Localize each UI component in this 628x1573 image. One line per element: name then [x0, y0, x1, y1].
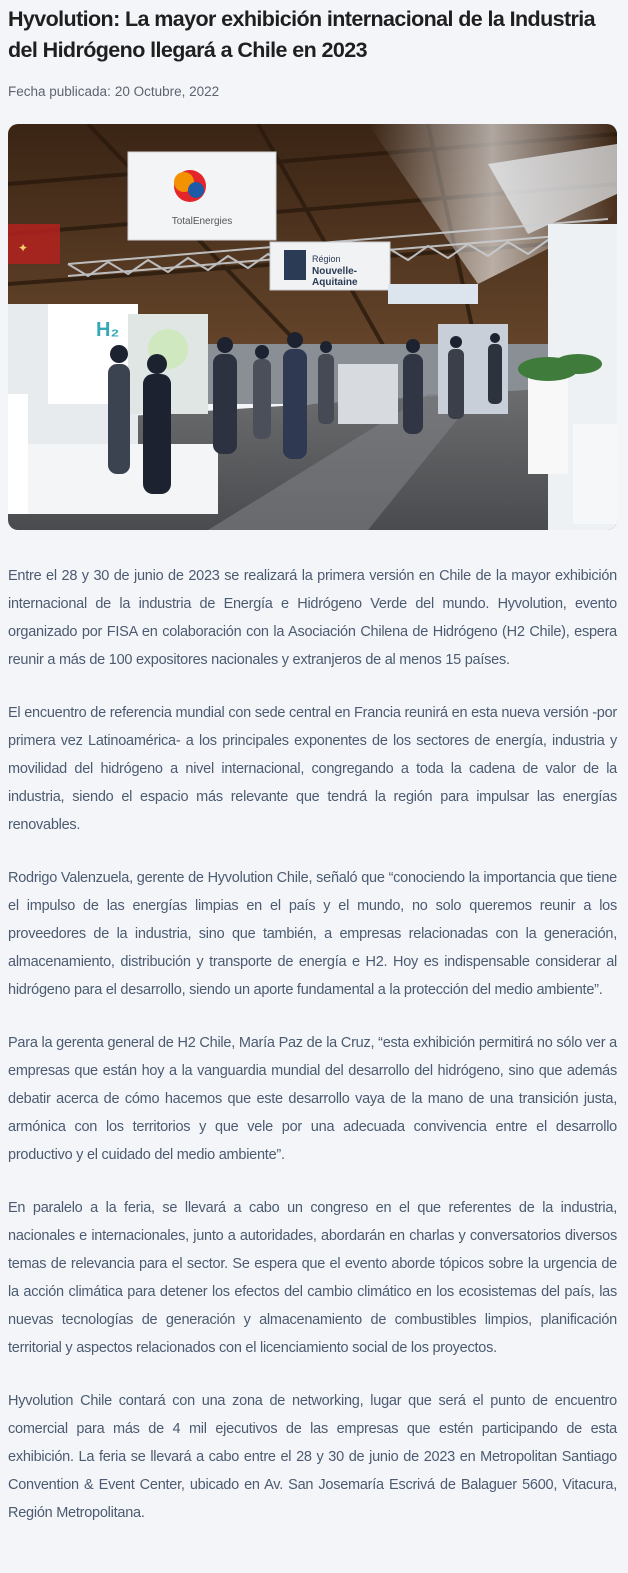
- svg-text:H₂: H₂: [96, 319, 120, 341]
- svg-text:✦: ✦: [18, 241, 29, 255]
- article-body: [8, 562, 617, 1552]
- paragraph-2: El encuentro de referencia mundial con sede central en Francia reunirá en esta nueva versión -por primera vez Latinoamérica- a los principales exponentes de los sectores de energía, industria y movilidad del hidrógeno a nivel internacional, congregando a toda la cadena de valor de la industria, siendo el espacio más relevante que tendrá la región para impulsar las energías renovables.: [8, 705, 617, 833]
- svg-text:Nouvelle-: Nouvelle-: [312, 266, 358, 277]
- publish-date-label: Fecha publicada:: [8, 84, 111, 99]
- svg-text:TotalEnergies: TotalEnergies: [171, 216, 233, 227]
- paragraph-5: En paralelo a la feria, se llevará a cabo un congreso en el que referentes de la industria, nacionales e internacionales, junto a autoridades, abordarán en charlas y conversatorios diversos temas de relevancia para el sector. Se espera que el evento aborde tópicos sobre la urgencia de la acción climática para detener los efectos del cambio climático en los ecosistemas del país, las nuevas tecnologías de generación y almacenamiento de combustibles limpios, planificación territorial y aspectos relacionados con el licenciamiento social de los proyectos.: [8, 1200, 617, 1356]
- paragraph-1: Entre el 28 y 30 de junio de 2023 se realizará la primera versión en Chile de la mayor exhibición internacional de la industria de Energía e Hidrógeno Verde del mundo. Hyvolution, evento organizado por FISA en colaboración con la Asociación Chilena de Hidrógeno (H2 Chile), espera reunir a más de 100 expositores nacionales y extranjeros de al menos 15 países.: [8, 568, 617, 668]
- publish-date-value: 20 Octubre, 2022: [114, 84, 220, 99]
- hero-photo: [8, 124, 617, 530]
- publish-date: [8, 81, 219, 103]
- article-title: Hyvolution: La mayor exhibición internacional de la Industria del Hidrógeno llegará a Chile en 2023: [8, 7, 596, 62]
- svg-text:Aquitaine: Aquitaine: [312, 277, 358, 288]
- paragraph-6: Hyvolution Chile contará con una zona de networking, lugar que será el punto de encuentro comercial para más de 4 mil ejecutivos de las empresas que estén participando de esta exhibición. La feria se llevará a cabo entre el 28 y 30 de junio de 2023 en Metropolitan Santiago Convention & Event Center, ubicado en Av. San Josemaría Escrivá de Balaguer 5600, Vitacura, Región Metropolitana.: [8, 1393, 617, 1521]
- svg-text:Région: Région: [312, 254, 341, 264]
- paragraph-3: Rodrigo Valenzuela, gerente de Hyvolution Chile, señaló que “conociendo la importancia que tiene el impulso de las energías limpias en el país y el mundo, no solo queremos reunir a los proveedores de la industria, sino que también, a empresas relacionadas con la generación, almacenamiento, distribución y transporte de energía e H2. Hoy es indispensable considerar al hidrógeno para el desarrollo, siendo un aporte fundamental a la protección del medio ambiente”.: [8, 870, 617, 998]
- paragraph-4: Para la gerenta general de H2 Chile, María Paz de la Cruz, “esta exhibición permitirá no sólo ver a empresas que están hoy a la vanguardia mundial del desarrollo del hidrógeno, sino que además debatir acerca de cómo hacemos que este desarrollo vaya de la mano de una transición justa, armónica con los territorios y que vele por una adecuada convivencia entre el desarrollo productivo y el cuidado del medio ambiente”.: [8, 1035, 617, 1163]
